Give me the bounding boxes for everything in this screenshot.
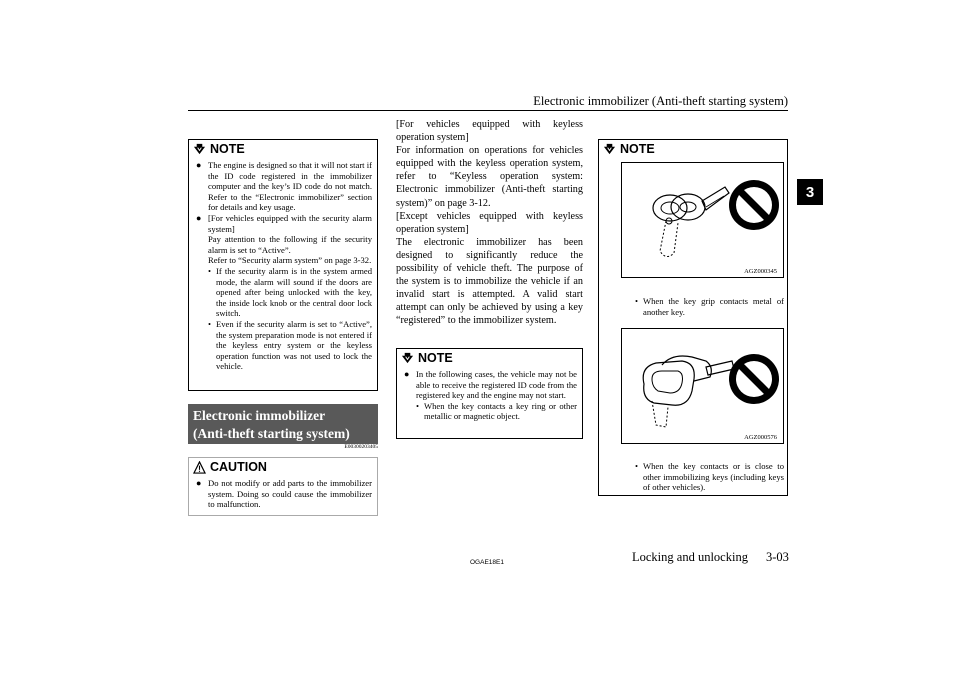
note-label-text: NOTE xyxy=(418,351,453,365)
warning-triangle-icon xyxy=(193,461,206,474)
document-code: OGAE18E1 xyxy=(470,559,504,566)
keys-near-other-keys-illustration xyxy=(622,329,783,443)
running-head: Electronic immobilizer (Anti-theft starting system) xyxy=(533,94,788,108)
footer-section-name: Locking and unlocking xyxy=(632,550,748,564)
note1-bullet-1: ● The engine is designed so that it will not start if the ID code registered in the immobilizer computer and the key’s ID code do not match. Refer to the “Electronic immobilizer” section for details and key usage. xyxy=(194,160,372,213)
header-rule xyxy=(188,110,788,111)
note1-sub-bullet-1: • If the security alarm is in the system armed mode, the alarm will sound if the doors are opened after being unlocked with the key, the inside lock knob or the central door lock switch. xyxy=(194,266,372,319)
note-box-3 xyxy=(598,139,788,496)
page-number: 3-03 xyxy=(766,550,789,564)
figure-1 xyxy=(621,162,784,278)
note-hand-icon xyxy=(603,143,616,156)
body-paragraph: [For vehicles equipped with keyless operation system] xyxy=(396,119,583,144)
body-text xyxy=(396,118,583,328)
figure-2-code: AGZ000576 xyxy=(744,434,777,441)
note-label-text: NOTE xyxy=(620,142,655,156)
figure-1-code: AGZ000345 xyxy=(744,268,777,275)
note3-caption-1: • When the key grip contacts metal of another key. xyxy=(621,296,784,317)
caution-label-text: CAUTION xyxy=(210,460,267,474)
note1-bullet-2 xyxy=(194,213,372,266)
figure-2 xyxy=(621,328,784,444)
note-label-text: NOTE xyxy=(210,142,245,156)
note-label-3 xyxy=(599,140,787,158)
keys-touching-metal-illustration xyxy=(622,163,783,277)
section-title-line-1: Electronic immobilizer xyxy=(193,408,326,423)
note1-bullet-2-line: Refer to “Security alarm system” on page 3-32. xyxy=(208,255,372,266)
note2-bullet: ● In the following cases, the vehicle may not be able to receive the registered ID code from the registered key and the engine may not start. xyxy=(402,369,577,401)
caution-box xyxy=(188,457,378,516)
note1-sub-bullet-2: • Even if the security alarm is set to “Active”, the system preparation mode is not entered if the keyless entry system or the keyless operation function was not used to lock the vehicle. xyxy=(194,319,372,372)
section-code: E00300203405 xyxy=(344,444,378,450)
section-heading xyxy=(188,404,378,444)
chapter-tab: 3 xyxy=(797,179,823,205)
note-box-2 xyxy=(396,348,583,439)
note2-sub-bullet: • When the key contacts a key ring or other metallic or magnetic object. xyxy=(402,401,577,422)
caution-label xyxy=(189,458,377,476)
note3-caption-2: • When the key contacts or is close to other immobilizing keys (including keys of other vehicles). xyxy=(621,461,784,493)
body-paragraph: For information on operations for vehicles equipped with the keyless operation system, refer to “Keyless operation system: Electronic immobilizer (Anti-theft starting system)” on page 3-12. xyxy=(396,145,583,209)
section-title-line-2: (Anti-theft starting system) xyxy=(193,426,350,441)
note-label-1 xyxy=(189,140,377,158)
note-label-2 xyxy=(397,349,582,367)
note-box-1 xyxy=(188,139,378,391)
note1-bullet-2-line: ● [For vehicles equipped with the security alarm system] xyxy=(208,212,372,234)
caution-bullet: ● Do not modify or add parts to the immobilizer system. Doing so could cause the immobilizer to malfunction. xyxy=(194,478,372,510)
note-hand-icon xyxy=(401,352,414,365)
body-paragraph: [Except vehicles equipped with keyless operation system] xyxy=(396,210,583,235)
body-paragraph: The electronic immobilizer has been designed to significantly reduce the possibility of vehicle theft. The purpose of the system is to immobilize the vehicle if an invalid start is attempted. A valid start attempt can only be achieved by using a key “registered” to the immobilizer system. xyxy=(396,236,583,327)
note-hand-icon xyxy=(193,143,206,156)
note1-bullet-2-line: Pay attention to the following if the security alarm is set to “Active”. xyxy=(208,234,372,255)
